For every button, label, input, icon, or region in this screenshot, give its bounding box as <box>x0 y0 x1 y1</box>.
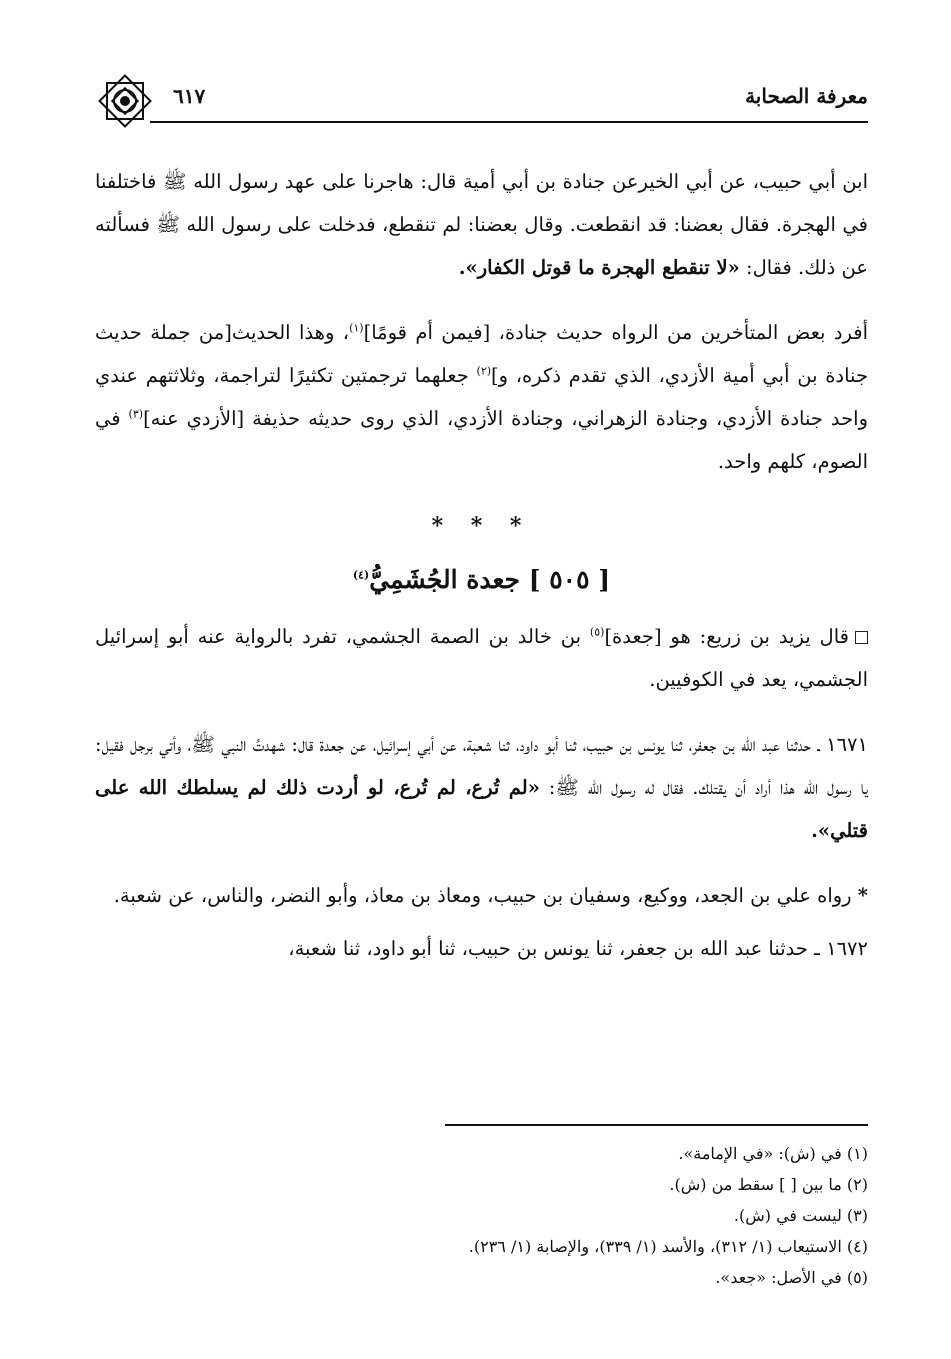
footnote-item: (١) في (ش): «في الإمامة». <box>678 1144 868 1163</box>
main-text <box>95 160 868 992</box>
footnote-rule <box>445 1124 868 1126</box>
footnote-item: (٤) الاستيعاب (١/ ٣١٢)، والأسد (١/ ٣٣٩)، والإصابة (١/ ٢٣٦). <box>468 1237 868 1256</box>
paragraph-jaada-bio: قال يزيد بن زريع: هو [جعدة]$^{(٥)}$ بن خالد بن الصمة الجشمي، تفرد بالرواية عنه أبو إسرائيل الجشمي، يعد في الكوفيين. <box>95 625 868 691</box>
octagram-ornament-icon <box>95 71 155 131</box>
footnote-ref: (٥) <box>589 625 605 639</box>
header-rule <box>150 121 868 123</box>
square-marker-icon <box>855 631 868 644</box>
paragraph-narrators: * رواه علي بن الجعد، ووكيع، وسفيان بن حبيب، ومعاذ بن معاذ، وأبو النضر، والناس، عن شعبة. <box>113 884 868 907</box>
footnote-item: (٢) ما بين [ ] سقط من (ش). <box>669 1175 868 1194</box>
section-heading: [ ٥٠٥ ] جعدة الجُشَمِيُّ$^{(٤)}$ <box>352 565 611 594</box>
footnote-ref: (١) <box>349 321 364 335</box>
asterisk-marker: * <box>857 884 868 907</box>
page-number: ٦١٧ <box>173 84 206 108</box>
paragraph-hadith-1671: ١٦٧١ ـ حدثنا عبد الله بن جعفر، ثنا يونس بن حبيب، ثنا أبو داود، ثنا شعبة، عن أبي إسرائيل، عن جعدة قال: شهدتُ النبي ﷺ، وأتي برجل فقيل: يا رسول الله هذا أراد أن يقتلك. فقال له رسول الله ﷺ: «لم تُرع، لم تُرع، لو أردت ذلك لم يسلطك الله على قتلي». <box>95 733 868 842</box>
footnote-ref: (٤) <box>352 568 370 582</box>
paragraph-hadith-1672: ١٦٧٢ ـ حدثنا عبد الله بن جعفر، ثنا يونس بن حبيب، ثنا أبو داود، ثنا شعبة، <box>288 937 868 960</box>
section-separator: * * * <box>431 513 532 539</box>
page-header <box>95 78 868 118</box>
paragraph-junada: أفرد بعض المتأخرين من الرواه حديث جنادة، [فيمن أم قومًا]$^{(١)}$، وهذا الحديث[من جملة حديث جنادة بن أبي أمية الأزدي، الذي تقدم ذكره، و]$^{(٢)}$ جعلهما ترجمتين تكثيرًا لتراجمة، وثلاثتهم عندي واحد جنادة الأزدي، وجنادة الزهراني، وجنادة الأزدي، الذي روى حديثه حذيفة [الأزدي عنه]$^{(٣)}$ في الصوم، كلهم واحد. <box>95 321 868 473</box>
hadith-quote: «لم تُرع، لم تُرع، لو أردت ذلك لم يسلطك الله على قتلي». <box>95 776 868 842</box>
paragraph-hijra: ابن أبي حبيب، عن أبي الخيرعن جنادة بن أبي أمية قال: هاجرنا على عهد رسول الله ﷺ فاختلفنا في الهجرة. فقال بعضنا: قد انقطعت. وقال بعضنا: لم تنقطع، فدخلت على رسول الله ﷺ فسألته عن ذلك. فقال: «لا تنقطع الهجرة ما قوتل الكفار». <box>95 170 868 279</box>
footnote-ref: (٣) <box>128 407 144 421</box>
footnotes <box>95 1138 868 1293</box>
hadith-quote: «لا تنقطع الهجرة ما قوتل الكفار». <box>458 256 740 279</box>
running-title: معرفة الصحابة <box>745 84 868 108</box>
footnote-ref: (٢) <box>476 364 492 378</box>
footnote-item: (٥) في الأصل: «جعد». <box>715 1268 868 1287</box>
footnote-item: (٣) ليست في (ش). <box>733 1206 868 1225</box>
